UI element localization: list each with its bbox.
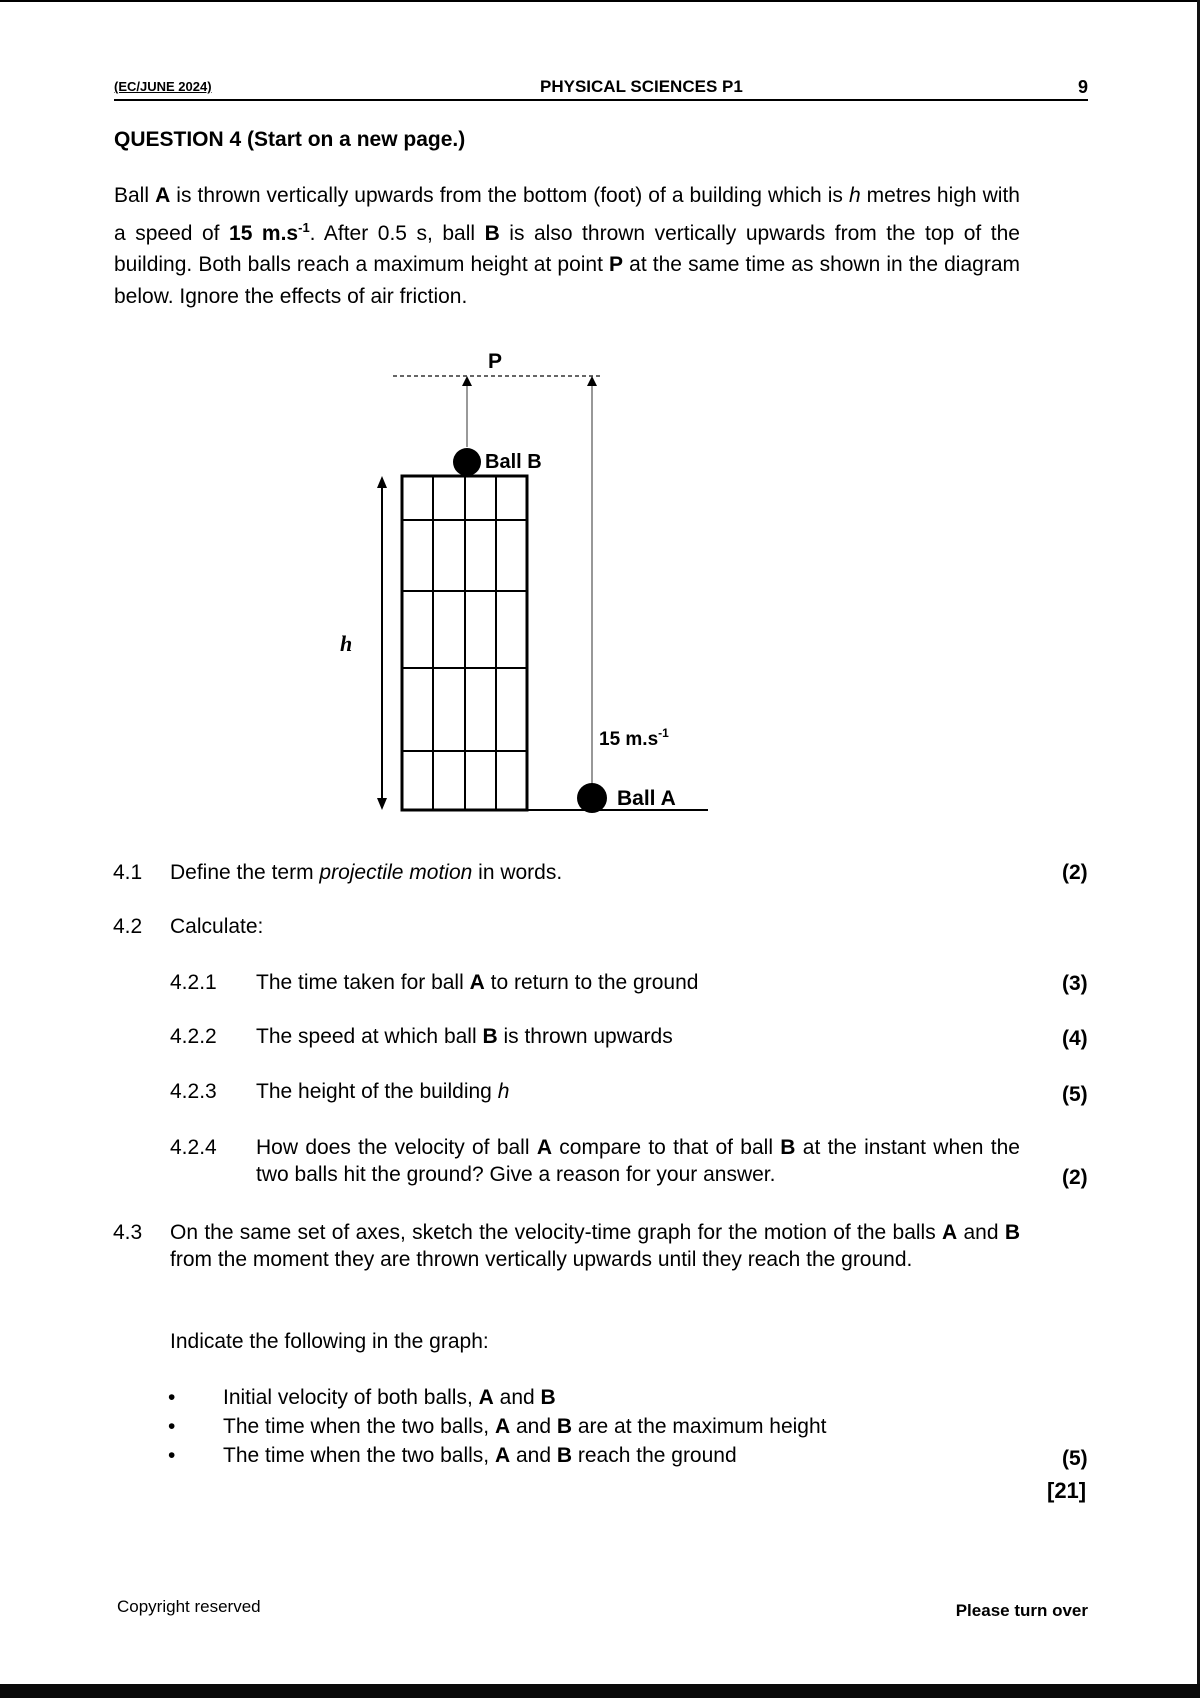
label-ball-b: Ball B <box>485 451 542 473</box>
list-item: • Initial velocity of both balls, A and B <box>168 1383 826 1412</box>
ball-a-arrow-head <box>587 376 597 386</box>
height-arrow-top <box>377 476 387 488</box>
intro-ball-b: B <box>484 221 500 245</box>
q4-3-marks: (5) <box>1062 1447 1088 1470</box>
q4-3-indicate: Indicate the following in the graph: <box>170 1330 489 1353</box>
intro-text-1: Ball <box>114 184 156 207</box>
intro-speed: 15 $m.s^{-1}$ <box>229 219 310 245</box>
q4-2-number: 4.2 <box>113 915 143 938</box>
footer-copyright: Copyright reserved <box>117 1597 261 1616</box>
q4-1-number: 4.1 <box>113 861 143 884</box>
question-total: [21] <box>1047 1478 1087 1503</box>
building <box>402 476 527 810</box>
building-diagram <box>320 335 720 825</box>
q4-2-2-number: 4.2.2 <box>170 1025 217 1048</box>
intro-text-4: . After 0.5 s, ball <box>309 221 485 245</box>
q4-2-3-number: 4.2.3 <box>170 1080 217 1103</box>
q4-2-2-marks: (4) <box>1062 1027 1088 1050</box>
q4-1-marks: (2) <box>1062 861 1088 884</box>
intro-point-p: P <box>609 253 624 276</box>
q4-2-1-marks: (3) <box>1062 972 1088 995</box>
intro-text-5: is also thrown vertically upwards from the top of the building. Both balls reach a maximum height at point <box>114 221 1020 276</box>
q4-2-3-text: The height of the building h <box>256 1080 510 1103</box>
q4-1-text: Define the term projectile motion in words. <box>170 861 563 884</box>
list-item: • The time when the two balls, A and B reach the ground <box>168 1441 826 1470</box>
label-ball-a: Ball A <box>617 787 676 810</box>
q4-3-number: 4.3 <box>113 1221 143 1244</box>
page-header <box>114 77 1088 101</box>
page-border-bottom <box>0 1684 1200 1698</box>
q4-3-bullet-list <box>168 1383 826 1470</box>
question-title: QUESTION 4 (Start on a new page.) <box>114 128 466 151</box>
header-subject: PHYSICAL SCIENCES P1 <box>540 77 743 96</box>
q4-2-1-number: 4.2.1 <box>170 971 217 994</box>
projectile-motion-term: projectile motion <box>319 861 473 884</box>
question-intro <box>114 180 1020 312</box>
ball-b-arrow-head <box>462 376 472 386</box>
list-item: • The time when the two balls, A and B are at the maximum height <box>168 1412 826 1441</box>
ball-a <box>577 783 607 813</box>
label-h: h <box>340 631 353 656</box>
q4-2-2-text: The speed at which ball B is thrown upwards <box>256 1025 673 1048</box>
q4-2-4-text: How does the velocity of ball A compare to that of ball B at the instant when the two balls hit the ground? Give a reason for your answer. <box>256 1136 1020 1186</box>
intro-text-6: at the same time as shown in the diagram below. Ignore the effects of air friction. <box>114 253 1020 308</box>
label-p: P <box>487 350 503 373</box>
intro-h: h <box>848 184 861 207</box>
page-border-top <box>0 0 1200 2</box>
height-arrow-bottom <box>377 798 387 810</box>
q4-2-1-text: The time taken for ball A to return to the ground <box>256 971 699 994</box>
q4-2-4-marks: (2) <box>1062 1166 1088 1189</box>
q4-2-4-number: 4.2.4 <box>170 1136 217 1159</box>
label-speed: 15 $m.s^{-1}$ <box>599 726 669 750</box>
q4-2-text: Calculate: <box>170 915 264 938</box>
header-page-number: 9 <box>1077 77 1088 97</box>
intro-text-2: is thrown vertically upwards from the bottom (foot) of a building which is <box>170 184 849 207</box>
header-exam-date: (EC/JUNE 2024) <box>114 79 212 94</box>
ball-b <box>453 448 481 476</box>
q4-2-3-marks: (5) <box>1062 1083 1088 1106</box>
intro-text-3: metres high with a speed of <box>114 184 1020 245</box>
footer-turn-over: Please turn over <box>955 1601 1088 1620</box>
q4-3-text: On the same set of axes, sketch the velocity-time graph for the motion of the balls A and B from the moment they are thrown vertically upwards until they reach the ground. <box>170 1221 1020 1271</box>
intro-ball-a: A <box>155 184 171 207</box>
